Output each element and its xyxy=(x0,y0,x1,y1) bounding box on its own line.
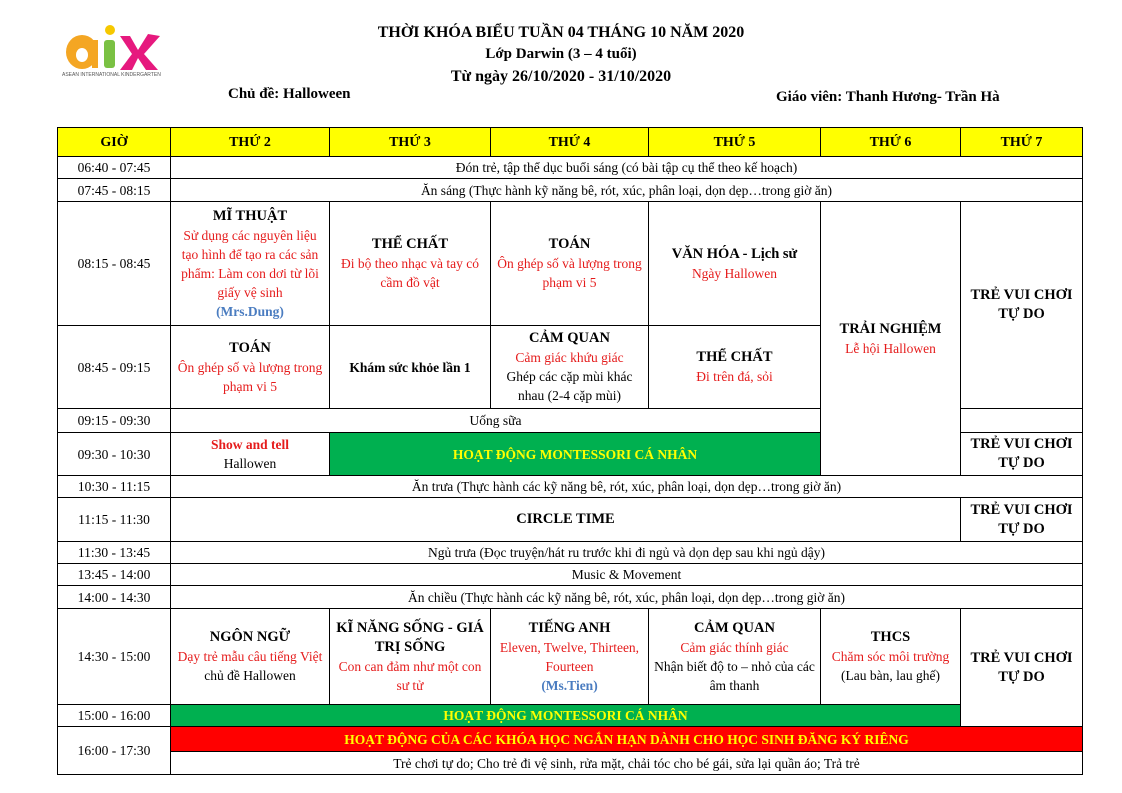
activity-cell xyxy=(821,202,961,476)
cell-text: Dạy trẻ mẫu câu tiếng Việt xyxy=(177,649,323,664)
col-wed: THỨ 4 xyxy=(491,128,649,157)
cell-title: Show and tell xyxy=(210,437,290,452)
col-mon: THỨ 2 xyxy=(171,128,330,157)
table-row xyxy=(58,705,1083,727)
activity-cell xyxy=(649,202,821,326)
cell-text: Ghép các cặp mùi khác nhau (2-4 cặp mùi) xyxy=(506,369,633,403)
cell-text: Sử dụng các nguyên liệu tạo hình để tạo ra các sản phẩm: Làm con dơi từ lõi giấy vệ sinh xyxy=(181,227,319,300)
cell-teacher: (Mrs.Dung) xyxy=(216,303,284,319)
activity-cell xyxy=(491,609,649,705)
activity-cell xyxy=(491,326,649,409)
activity-cell: Uống sữa xyxy=(171,409,821,433)
activity-cell: TRẺ VUI CHƠI TỰ DO xyxy=(961,202,1083,409)
cell-text: Lễ hội Hallowen xyxy=(845,340,936,356)
cell-text: Cảm giác thính giác xyxy=(680,639,789,655)
cell-teacher: (Ms.Tien) xyxy=(541,677,598,693)
cell-text: Đi trên đá, sỏi xyxy=(696,369,773,384)
cell-title: VĂN HÓA - Lịch sử xyxy=(671,245,798,262)
topic: Chủ đề: Halloween xyxy=(228,86,351,102)
time-cell: 15:00 - 16:00 xyxy=(58,705,171,727)
activity-cell xyxy=(171,609,330,705)
table-row xyxy=(58,202,1083,326)
time-cell: 07:45 - 08:15 xyxy=(58,179,171,202)
col-thu: THỨ 5 xyxy=(649,128,821,157)
col-fri: THỨ 6 xyxy=(821,128,961,157)
activity-cell: TRẺ VUI CHƠI TỰ DO xyxy=(961,433,1083,476)
schedule-table xyxy=(57,127,1083,775)
cell-title: CẢM QUAN xyxy=(694,619,775,636)
time-cell: 13:45 - 14:00 xyxy=(58,564,171,586)
cell-text: Eleven, Twelve, Thirteen, Fourteen xyxy=(499,639,640,674)
time-cell: 14:30 - 15:00 xyxy=(58,609,171,705)
activity-cell: TRẺ VUI CHƠI TỰ DO xyxy=(961,498,1083,542)
table-row xyxy=(58,179,1083,202)
montessori-cell: HOẠT ĐỘNG MONTESSORI CÁ NHÂN xyxy=(330,433,821,476)
cell-text: (Lau bàn, lau ghế) xyxy=(841,668,940,683)
activity-cell xyxy=(821,609,961,705)
activity-cell xyxy=(330,202,491,326)
short-course-cell: HOẠT ĐỘNG CỦA CÁC KHÓA HỌC NGẮN HẠN DÀNH CHO HỌC SINH ĐĂNG KÝ RIÊNG xyxy=(171,727,1083,752)
time-cell: 06:40 - 07:45 xyxy=(58,157,171,179)
cell-title: TRẢI NGHIỆM xyxy=(839,320,942,337)
time-cell: 08:45 - 09:15 xyxy=(58,326,171,409)
table-row xyxy=(58,542,1083,564)
cell-title: THỂ CHẤT xyxy=(371,236,449,252)
activity-cell: CIRCLE TIME xyxy=(171,498,961,542)
cell-title: TIẾNG ANH xyxy=(528,619,611,636)
cell-title: TOÁN xyxy=(229,339,271,356)
cell-title: TOÁN xyxy=(548,236,591,252)
cell-title: KĨ NĂNG SỐNG - GIÁ TRỊ SỐNG xyxy=(336,619,484,655)
time-cell: 16:00 - 17:30 xyxy=(58,727,171,775)
cell-title: THỂ CHẤT xyxy=(696,349,773,365)
time-cell: 14:00 - 14:30 xyxy=(58,586,171,609)
empty-cell xyxy=(961,409,1083,433)
activity-cell xyxy=(649,609,821,705)
svg-text:ASEAN INTERNATIONAL KINDERGART: ASEAN INTERNATIONAL KINDERGARTEN xyxy=(62,72,161,78)
activity-cell xyxy=(171,433,330,476)
time-cell: 09:30 - 10:30 xyxy=(58,433,171,476)
cell-text: Ôn ghép số và lượng trong phạm vi 5 xyxy=(497,256,642,290)
table-row xyxy=(58,727,1083,752)
activity-cell xyxy=(491,202,649,326)
table-row xyxy=(58,752,1083,775)
activity-cell xyxy=(649,326,821,409)
montessori-cell: HOẠT ĐỘNG MONTESSORI CÁ NHÂN xyxy=(171,705,961,727)
activity-cell: Ăn sáng (Thực hành kỹ năng bê, rót, xúc, phân loại, dọn dẹp…trong giờ ăn) xyxy=(171,179,1083,202)
title-line-3: Từ ngày 26/10/2020 - 31/10/2020 xyxy=(450,68,672,85)
activity-cell: Ăn trưa (Thực hành các kỹ năng bê, rót, xúc, phân loại, dọn dẹp…trong giờ ăn) xyxy=(171,476,1083,498)
time-cell: 11:15 - 11:30 xyxy=(58,498,171,542)
activity-cell xyxy=(171,326,330,409)
activity-cell xyxy=(171,202,330,326)
table-row xyxy=(58,564,1083,586)
cell-title: THCS xyxy=(870,629,911,645)
cell-title: NGÔN NGỮ xyxy=(209,629,291,645)
title-line-2: Lớp Darwin (3 – 4 tuổi) xyxy=(485,46,637,62)
cell-title: MĨ THUẬT xyxy=(212,207,288,224)
cell-text: Cảm giác khứu giác xyxy=(515,350,624,365)
cell-text: Hallowen xyxy=(223,456,277,471)
table-row xyxy=(58,157,1083,179)
activity-cell: Music & Movement xyxy=(171,564,1083,586)
cell-text: chủ đề Hallowen xyxy=(204,668,296,683)
col-time: GIỜ xyxy=(58,128,171,157)
teacher: Giáo viên: Thanh Hương- Trần Hà xyxy=(776,89,1000,105)
table-row xyxy=(58,476,1083,498)
cell-text: Ngày Hallowen xyxy=(691,265,778,281)
activity-cell: Đón trẻ, tập thể dục buổi sáng (có bài tập cụ thể theo kế hoạch) xyxy=(171,157,1083,179)
time-cell: 11:30 - 13:45 xyxy=(58,542,171,564)
header-row xyxy=(58,128,1083,157)
activity-cell: TRẺ VUI CHƠI TỰ DO xyxy=(961,609,1083,727)
activity-cell xyxy=(330,609,491,705)
activity-cell: Ngủ trưa (Đọc truyện/hát ru trước khi đi ngủ và dọn dẹp sau khi ngủ dậy) xyxy=(171,542,1083,564)
time-cell: 09:15 - 09:30 xyxy=(58,409,171,433)
activity-cell: Trẻ chơi tự do; Cho trẻ đi vệ sinh, rửa mặt, chải tóc cho bé gái, sửa lại quần áo; Trả trẻ xyxy=(171,752,1083,775)
title-line-1: THỜI KHÓA BIỂU TUẦN 04 THÁNG 10 NĂM 2020 xyxy=(377,24,745,41)
time-cell: 08:15 - 08:45 xyxy=(58,202,171,326)
col-tue: THỨ 3 xyxy=(330,128,491,157)
table-row xyxy=(58,498,1083,542)
cell-text: Chăm sóc môi trường xyxy=(831,649,950,664)
cell-title: CẢM QUAN xyxy=(529,330,610,346)
time-cell: 10:30 - 11:15 xyxy=(58,476,171,498)
table-row xyxy=(58,609,1083,705)
cell-text: Đi bộ theo nhạc và tay có cầm đồ vật xyxy=(341,256,479,290)
activity-cell: Khám sức khỏe lần 1 xyxy=(330,326,491,409)
activity-cell: Ăn chiều (Thực hành các kỹ năng bê, rót, xúc, phân loại, dọn dẹp…trong giờ ăn) xyxy=(171,586,1083,609)
table-row xyxy=(58,586,1083,609)
col-sat: THỨ 7 xyxy=(961,128,1083,157)
cell-text: Nhận biết độ to – nhỏ của các âm thanh xyxy=(654,658,815,693)
cell-text: Ôn ghép số và lượng trong phạm vi 5 xyxy=(177,359,323,394)
cell-text: Con can đảm như một con sư tử xyxy=(338,658,482,693)
